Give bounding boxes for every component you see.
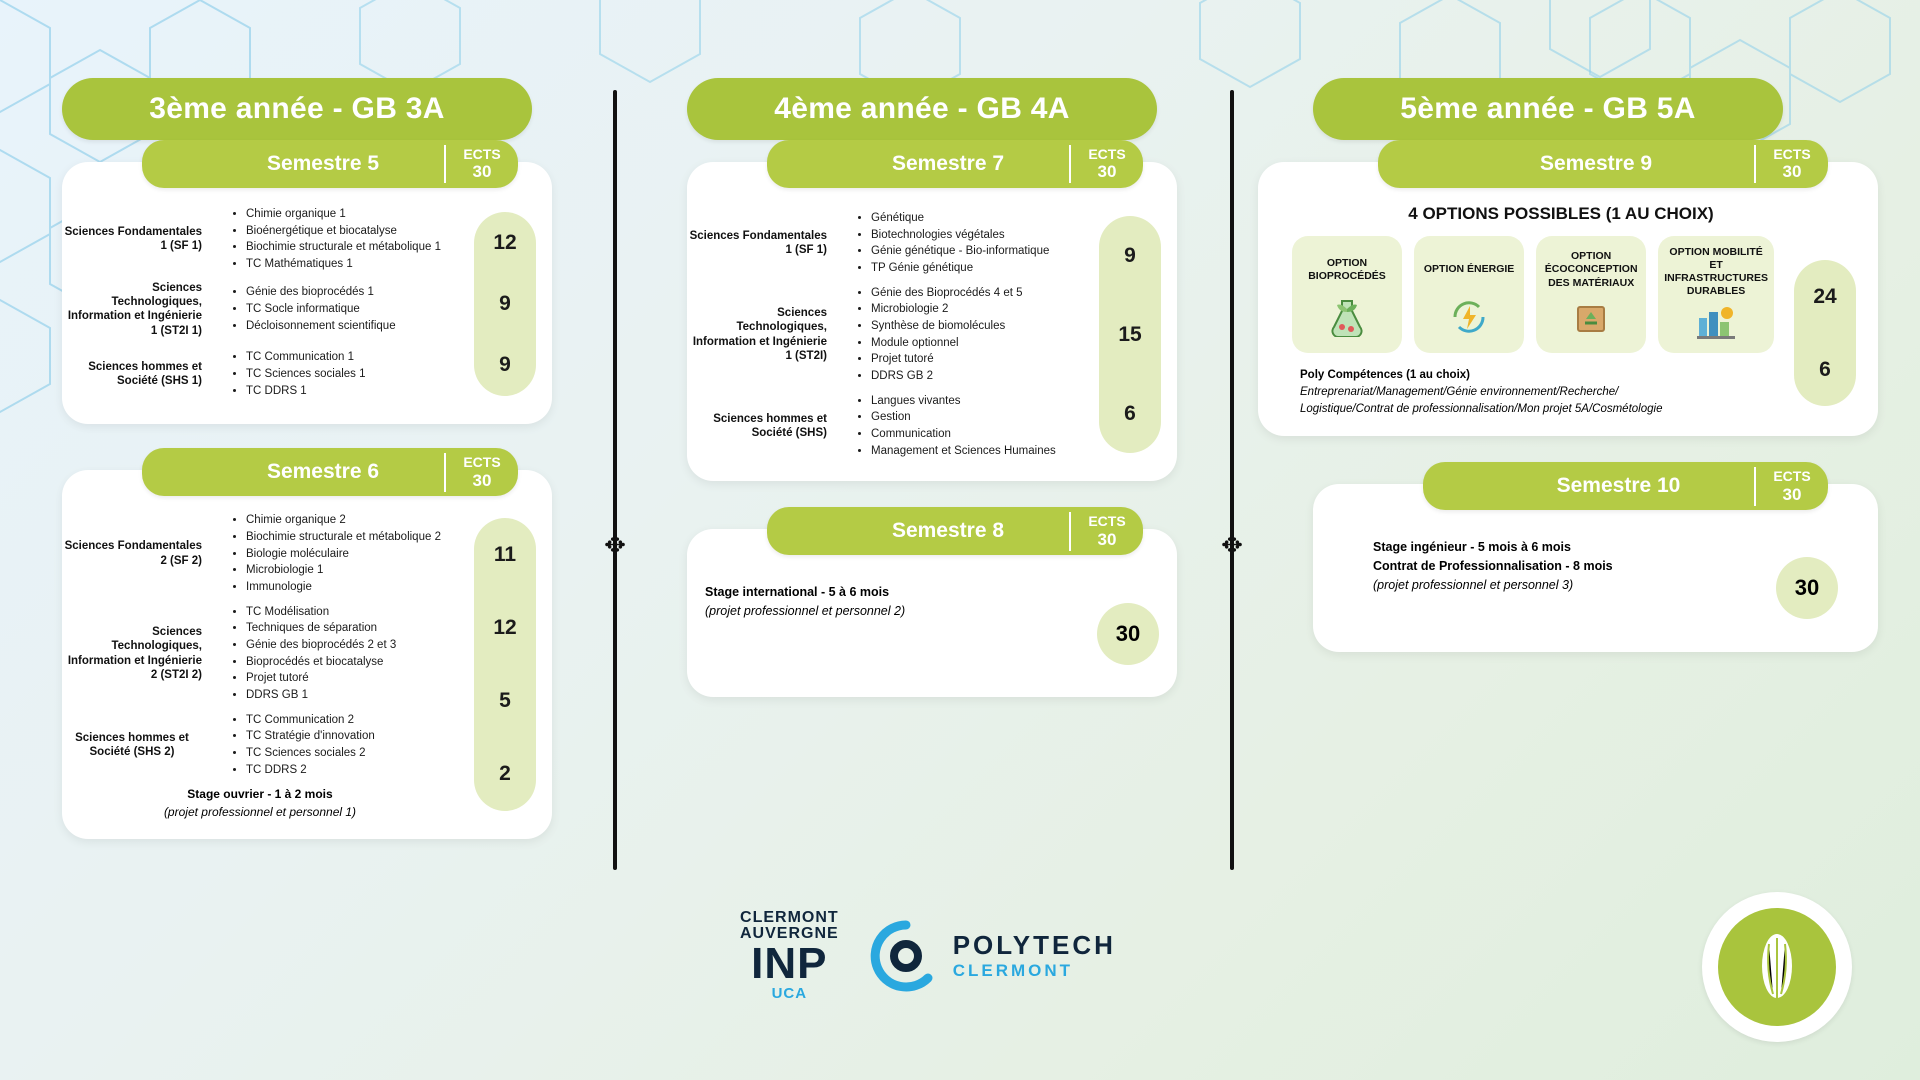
semestre-5-header xyxy=(142,140,518,188)
list-item: • Biotechnologies végétales xyxy=(871,227,1163,244)
credits-column xyxy=(474,212,536,396)
credits-column xyxy=(1794,260,1856,406)
credit-value: 6 xyxy=(1819,357,1831,381)
polytech-name: POLYTECH xyxy=(952,930,1116,960)
options-row xyxy=(1258,236,1864,353)
column-divider-2[interactable] xyxy=(1221,90,1243,870)
corn-badge-inner xyxy=(1718,908,1836,1026)
options-title: 4 OPTIONS POSSIBLES (1 AU CHOIX) xyxy=(1408,204,1714,223)
semestre-5-ects xyxy=(444,145,518,184)
card-semestre-10 xyxy=(1313,467,1878,652)
stage-subtitle: (projet professionnel et personnel 2) xyxy=(705,604,906,619)
stage-subtitle: (projet professionnel et personnel 3) xyxy=(1373,577,1574,592)
block-row xyxy=(687,389,1163,464)
move-handle-icon[interactable]: ✥ xyxy=(604,530,626,560)
block-row xyxy=(62,342,538,406)
energy-cycle-icon xyxy=(1418,294,1520,340)
stage-ouvrier-note xyxy=(62,786,538,821)
list-item: • Gestion xyxy=(871,409,1163,426)
credits-column xyxy=(1099,216,1161,453)
list-item: • Génie des bioprocédés 1 xyxy=(246,284,538,301)
list-item: • TC DDRS 2 xyxy=(246,762,538,779)
list-item: • Langues vivantes xyxy=(871,393,1163,410)
list-item: • Synthèse de biomolécules xyxy=(871,318,1163,335)
list-item: • Génie des Bioprocédés 4 et 5 xyxy=(871,285,1163,302)
card-semestre-8 xyxy=(687,513,1177,697)
credit-value: 6 xyxy=(1124,401,1136,425)
list-item: • TC Mathématiques 1 xyxy=(246,256,538,273)
list-item: • Bioénergétique et biocatalyse xyxy=(246,223,538,240)
inp-acronym: INP xyxy=(751,939,828,988)
list-item: • Génie des bioprocédés 2 et 3 xyxy=(246,637,538,654)
ects-value: 30 xyxy=(472,162,492,182)
stage-subtitle: (projet professionnel et personnel 1) xyxy=(163,804,357,819)
inp-line2: AUVERGNE xyxy=(740,925,839,942)
semestre-7-rows xyxy=(687,206,1177,463)
credit-value: 5 xyxy=(499,689,511,713)
list-item: • DDRS GB 1 xyxy=(246,687,538,704)
block-label: Sciences hommes et Société (SHS 2) xyxy=(75,731,189,758)
list-item: • Module optionnel xyxy=(871,335,1163,352)
semestre-6-ects xyxy=(444,453,518,492)
poly-note-title: Poly Compétences (1 au choix) xyxy=(1300,368,1470,381)
semestre-6-header xyxy=(142,448,518,496)
list-item: • TC Modélisation xyxy=(246,604,538,621)
semestre-8-header xyxy=(767,507,1143,555)
list-item: • Immunologie xyxy=(246,579,538,596)
corn-badge xyxy=(1702,892,1852,1042)
block-row xyxy=(687,206,1163,281)
poly-note-line1: Entreprenariat/Management/Génie environnement/Recherche/ xyxy=(1300,385,1619,398)
option-label: OPTION ÉNERGIE xyxy=(1423,263,1515,276)
credit-value: 15 xyxy=(1118,322,1142,346)
credit-value: 30 xyxy=(1097,603,1159,665)
semestre-7-ects xyxy=(1069,145,1143,184)
ects-label: ECTS xyxy=(1088,513,1126,530)
list-item: • Bioprocédés et biocatalyse xyxy=(246,654,538,671)
year-banner-5a: 5ème année - GB 5A xyxy=(1313,78,1783,140)
semestre-7-title: Semestre 7 xyxy=(891,152,1005,175)
polytech-city: CLERMONT xyxy=(952,961,1074,980)
column-divider-1[interactable] xyxy=(604,90,626,870)
year-banner-4a: 4ème année - GB 4A xyxy=(687,78,1157,140)
ects-value: 30 xyxy=(1782,484,1802,504)
block-label: Sciences Technologiques, Information et Ingénierie 1 (ST2I) xyxy=(692,306,827,363)
semestre-10-header xyxy=(1423,462,1828,510)
stage-title: Stage international - 5 à 6 mois xyxy=(705,585,890,600)
list-item: • Génie génétique - Bio-informatique xyxy=(871,243,1163,260)
recycle-box-icon xyxy=(1540,294,1642,340)
block-label: Sciences Technologiques, Information et Ingénierie 1 (ST2I 1) xyxy=(67,281,202,337)
list-item: • Management et Sciences Humaines xyxy=(871,443,1163,460)
block-label: Sciences Fondamentales 1 (SF 1) xyxy=(689,229,827,257)
flask-plant-icon xyxy=(1296,294,1398,340)
list-item: • Techniques de séparation xyxy=(246,620,538,637)
semestre-8-title: Semestre 8 xyxy=(891,519,1005,543)
credit-value: 9 xyxy=(499,292,511,316)
semestre-9-title: Semestre 9 xyxy=(1539,152,1653,175)
inp-uca: UCA xyxy=(771,985,808,1002)
semestre-7-header xyxy=(767,140,1143,188)
list-item: • TC Socle informatique xyxy=(246,301,538,318)
polytech-mark-icon xyxy=(869,919,943,993)
ects-label: ECTS xyxy=(463,453,501,470)
ects-label: ECTS xyxy=(1088,145,1126,162)
option-energie[interactable] xyxy=(1414,236,1524,353)
block-row xyxy=(62,508,538,599)
option-label: OPTION MOBILITÉ ET INFRASTRUCTURES DURABLES xyxy=(1664,246,1769,298)
semestre-6-rows xyxy=(62,508,552,821)
list-item: • TC Stratégie d'innovation xyxy=(246,728,538,745)
option-mobilite[interactable] xyxy=(1658,236,1774,353)
credit-value: 11 xyxy=(493,542,517,566)
option-bioprocedes[interactable] xyxy=(1292,236,1402,353)
list-item: • TC Communication 2 xyxy=(246,712,538,729)
ects-label: ECTS xyxy=(1773,145,1811,162)
block-label: Sciences Fondamentales 1 (SF 1) xyxy=(64,225,202,253)
list-item: • Chimie organique 1 xyxy=(246,206,538,223)
ects-value: 30 xyxy=(1097,529,1117,549)
list-item: • Biochimie structurale et métabolique 1 xyxy=(246,239,538,256)
card-semestre-9 xyxy=(1258,145,1878,436)
semestre-9-header xyxy=(1378,140,1828,188)
column-year-5a xyxy=(1258,78,1878,652)
stage-title: Stage ouvrier - 1 à 2 mois xyxy=(187,787,333,802)
semestre-9-body xyxy=(1258,204,1878,418)
clermont-auvergne-inp-logo xyxy=(740,910,839,1001)
credit-value: 9 xyxy=(1124,243,1136,267)
list-item: • TP Génie génétique xyxy=(871,260,1163,277)
list-item: • TC Communication 1 xyxy=(246,349,538,366)
ects-label: ECTS xyxy=(463,145,501,162)
list-item: • DDRS GB 2 xyxy=(871,368,1163,385)
credit-value: 2 xyxy=(499,762,511,786)
list-item: • Décloisonnement scientifique xyxy=(246,318,538,335)
block-label: Sciences Technologiques, Information et Ingénierie 2 (ST2I 2) xyxy=(67,625,202,681)
list-item: • Microbiologie 2 xyxy=(871,301,1163,318)
credits-column xyxy=(474,518,536,811)
ects-value: 30 xyxy=(472,470,492,490)
inp-line1: CLERMONT xyxy=(740,909,839,926)
block-row xyxy=(687,281,1163,389)
list-item: • Biologie moléculaire xyxy=(246,546,538,563)
list-item: • Projet tutoré xyxy=(871,351,1163,368)
semestre-10-ects xyxy=(1754,467,1828,506)
year-banner-3a: 3ème année - GB 3A xyxy=(62,78,532,140)
card-semestre-6 xyxy=(62,453,552,839)
block-row xyxy=(62,600,538,708)
credit-value: 9 xyxy=(499,353,511,377)
semestre-8-ects xyxy=(1069,512,1143,551)
ects-value: 30 xyxy=(1782,162,1802,182)
credit-value: 12 xyxy=(493,230,517,254)
ects-label: ECTS xyxy=(1773,467,1811,484)
poly-competences-note xyxy=(1258,353,1864,419)
semestre-6-title: Semestre 6 xyxy=(266,460,380,484)
ects-value: 30 xyxy=(1097,162,1117,182)
list-item: • TC Sciences sociales 2 xyxy=(246,745,538,762)
option-label: OPTION ÉCOCONCEPTION DES MATÉRIAUX xyxy=(1544,250,1638,289)
stage-line1: Stage ingénieur - 5 mois à 6 mois xyxy=(1373,540,1571,555)
semestre-10-title: Semestre 10 xyxy=(1556,474,1681,498)
polytech-clermont-logo xyxy=(869,919,1116,993)
block-row xyxy=(62,202,538,277)
semestre-5-rows xyxy=(62,202,552,406)
move-handle-icon[interactable]: ✥ xyxy=(1221,530,1243,560)
corn-icon xyxy=(1745,926,1809,1008)
city-infrastructure-icon xyxy=(1662,299,1770,345)
list-item: • Projet tutoré xyxy=(246,670,538,687)
logos-group xyxy=(740,910,1116,1001)
option-label: OPTION BIOPROCÉDÉS xyxy=(1308,256,1386,282)
card-semestre-7 xyxy=(687,145,1177,481)
list-item: • TC Sciences sociales 1 xyxy=(246,366,538,383)
credit-value: 24 xyxy=(1813,284,1837,308)
card-semestre-5 xyxy=(62,145,552,424)
block-label: Sciences Fondamentales 2 (SF 2) xyxy=(64,540,202,567)
list-item: • Chimie organique 2 xyxy=(246,512,538,529)
column-year-3a xyxy=(62,78,552,839)
list-item: • TC DDRS 1 xyxy=(246,383,538,400)
list-item: • Microbiologie 1 xyxy=(246,562,538,579)
stage-line2: Contrat de Professionnalisation - 8 mois xyxy=(1373,559,1613,573)
block-label: Sciences hommes et Société (SHS 1) xyxy=(88,360,202,388)
block-row xyxy=(62,277,538,343)
option-ecoconception[interactable] xyxy=(1536,236,1646,353)
semestre-9-ects xyxy=(1754,145,1828,184)
column-year-4a xyxy=(687,78,1177,697)
list-item: • Génétique xyxy=(871,210,1163,227)
credit-value: 12 xyxy=(493,615,517,639)
list-item: • Biochimie structurale et métabolique 2 xyxy=(246,529,538,546)
block-row xyxy=(62,708,538,783)
semestre-5-title: Semestre 5 xyxy=(266,152,380,175)
poly-note-line2: Logistique/Contrat de professionnalisation/Mon projet 5A/Cosmétologie xyxy=(1300,403,1663,415)
list-item: • Communication xyxy=(871,426,1163,443)
credit-value: 30 xyxy=(1776,557,1838,619)
block-label: Sciences hommes et Société (SHS) xyxy=(713,412,827,440)
